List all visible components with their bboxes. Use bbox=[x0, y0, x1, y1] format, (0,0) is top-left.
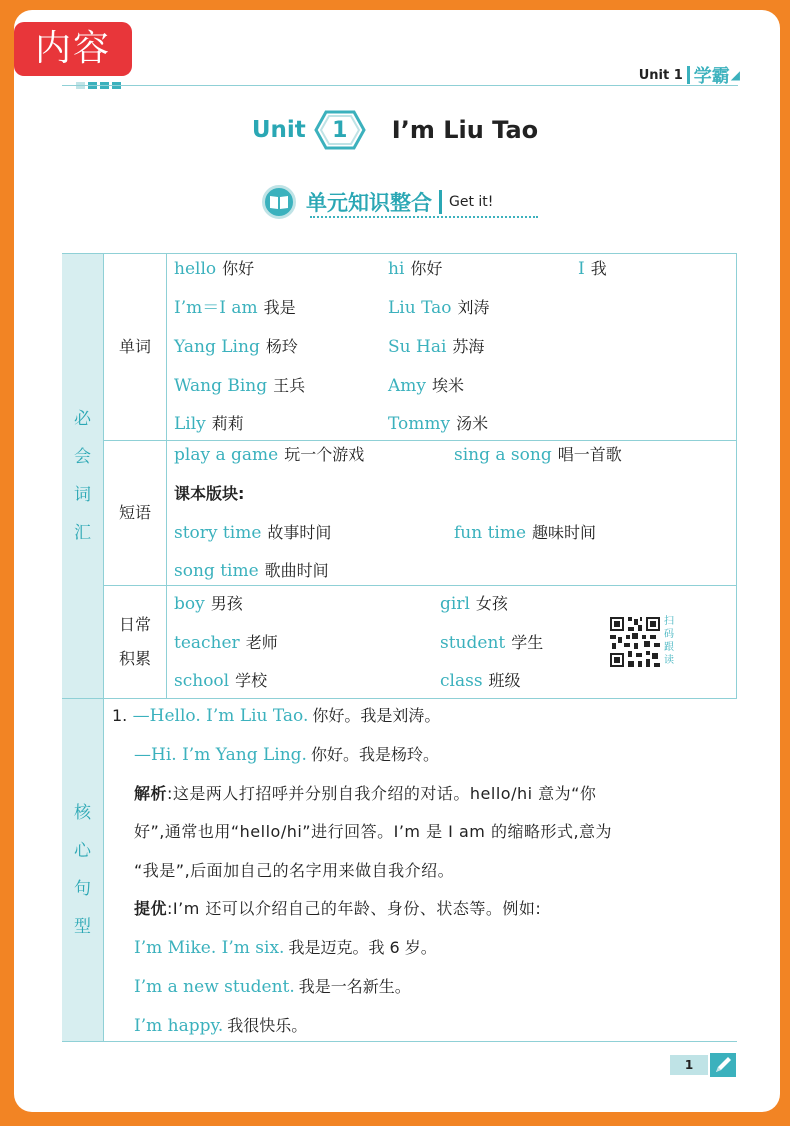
running-header bbox=[639, 62, 740, 88]
daily-entry: teacher 老师 bbox=[174, 633, 278, 653]
example-sentence: I’m happy. 我很快乐。 bbox=[134, 1016, 308, 1036]
analysis-paragraph: “我是”,后面加自己的名字用来做自我介绍。 bbox=[134, 861, 455, 880]
header-unit: Unit 1 bbox=[638, 67, 683, 83]
phrase-entry: song time 歌曲时间 bbox=[174, 561, 329, 581]
phrase-entry: sing a song 唱一首歌 bbox=[454, 445, 622, 465]
daily-entry: student 学生 bbox=[440, 633, 544, 653]
daily-entry: boy 男孩 bbox=[174, 594, 243, 614]
daily-entry: girl 女孩 bbox=[440, 594, 508, 614]
phrases-label: 短语 bbox=[118, 503, 151, 522]
phrase-entry: fun time 趣味时间 bbox=[454, 523, 597, 543]
unit-title bbox=[0, 108, 790, 152]
section-heading bbox=[262, 182, 493, 222]
core-group-label: 核 心 句 型 bbox=[62, 699, 103, 1041]
section-separator bbox=[439, 190, 442, 214]
word-entry: Tommy 汤米 bbox=[388, 414, 489, 434]
graduation-cap-icon: ◢ bbox=[730, 68, 740, 82]
daily-label: 日常 积累 bbox=[118, 615, 151, 668]
section-title: 单元知识整合 bbox=[306, 191, 432, 215]
tip-paragraph: 提优:I’m 还可以介绍自己的年龄、身份、状态等。例如: bbox=[134, 899, 542, 918]
pencil-icon bbox=[710, 1053, 736, 1077]
unit-number: 1 bbox=[332, 117, 348, 143]
words-label: 单词 bbox=[118, 337, 151, 356]
core-dialog-line: 1. —Hello. I’m Liu Tao. 你好。我是刘涛。 bbox=[112, 706, 441, 726]
qr-code-icon[interactable] bbox=[608, 615, 662, 669]
knowledge-table bbox=[62, 253, 737, 1042]
vocab-group-label: 必 会 词 汇 bbox=[62, 254, 103, 698]
word-entry: Wang Bing 王兵 bbox=[174, 376, 306, 396]
example-sentence: I’m Mike. I’m six. 我是迈克。我 6 岁。 bbox=[134, 938, 437, 958]
daily-entry: class 班级 bbox=[440, 671, 521, 691]
textbook-label: 课本版块: bbox=[174, 484, 245, 503]
analysis-paragraph: 好”,通常也用“hello/hi”进行回答。I’m 是 I am 的缩略形式,意为 bbox=[134, 822, 613, 841]
header-divider bbox=[62, 85, 738, 86]
phrase-entry: play a game 玩一个游戏 bbox=[174, 445, 365, 465]
word-entry: I 我 bbox=[578, 259, 607, 279]
section-subtitle: Get it! bbox=[449, 194, 494, 210]
unit-title-text: I’m Liu Tao bbox=[391, 116, 539, 144]
word-entry: Lily 莉莉 bbox=[174, 414, 244, 434]
content-tag: 内容 bbox=[14, 22, 132, 76]
word-entry: hi 你好 bbox=[388, 259, 443, 279]
section-underline bbox=[310, 216, 538, 218]
example-sentence: I’m a new student. 我是一名新生。 bbox=[134, 977, 411, 997]
analysis-paragraph: 解析:这是两人打招呼并分别自我介绍的对话。hello/hi 意为“你 bbox=[134, 784, 597, 803]
word-entry: Amy 埃米 bbox=[388, 376, 465, 396]
word-entry: Yang Ling 杨玲 bbox=[174, 337, 298, 357]
header-separator bbox=[687, 66, 690, 84]
word-entry: hello 你好 bbox=[174, 259, 255, 279]
open-book-icon bbox=[262, 185, 296, 219]
unit-number-badge bbox=[314, 110, 366, 150]
scan-to-read-label: 扫 码 跟 读 bbox=[664, 616, 674, 666]
title-unit-label: Unit bbox=[251, 117, 306, 143]
phrase-entry: story time 故事时间 bbox=[174, 523, 332, 543]
word-entry: I’m＝I am 我是 bbox=[174, 298, 296, 318]
word-entry: Su Hai 苏海 bbox=[388, 337, 485, 357]
page-number: 1 bbox=[670, 1055, 708, 1075]
word-entry: Liu Tao 刘涛 bbox=[388, 298, 490, 318]
core-dialog-line: —Hi. I’m Yang Ling. 你好。我是杨玲。 bbox=[134, 745, 439, 765]
header-brand: 学霸 bbox=[693, 66, 730, 87]
daily-entry: school 学校 bbox=[174, 671, 268, 691]
